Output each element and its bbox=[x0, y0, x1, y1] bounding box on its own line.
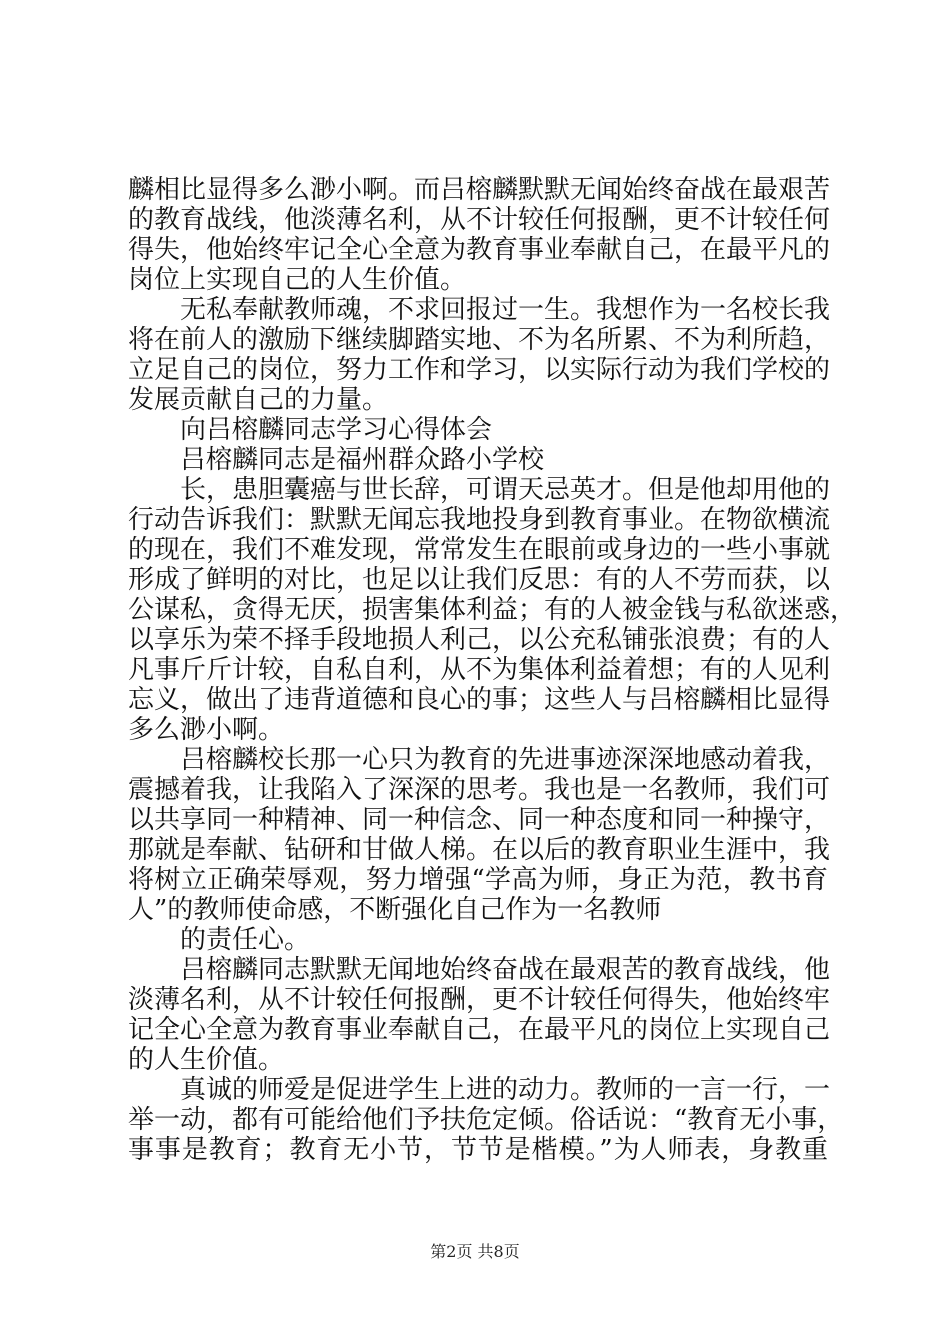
text-line: 公谋私，贪得无厌，损害集体利益；有的人被金钱与私欲迷惑， bbox=[128, 595, 857, 625]
text-line: 形成了鲜明的对比，也足以让我们反思：有的人不劳而获，以 bbox=[128, 565, 831, 595]
text-line: 凡事斤斤计较，自私自利，从不为集体利益着想；有的人见利 bbox=[128, 655, 831, 685]
text-line: 吕榕麟校长那一心只为教育的先进事迹深深地感动着我， bbox=[180, 745, 831, 775]
text-line: 立足自己的岗位，努力工作和学习，以实际行动为我们学校的 bbox=[128, 355, 831, 385]
text-line: 行动告诉我们：默默无闻忘我地投身到教育事业。在物欲横流 bbox=[128, 505, 831, 535]
text-line: 岗位上实现自己的人生价值。 bbox=[128, 265, 467, 295]
text-line: 震撼着我，让我陷入了深深的思考。我也是一名教师，我们可 bbox=[128, 775, 831, 805]
text-line: 多么渺小啊。 bbox=[128, 715, 285, 745]
text-line: 举一动，都有可能给他们予扶危定倾。俗话说：“教育无小事， bbox=[128, 1105, 844, 1135]
text-line: 记全心全意为教育事业奉献自己，在最平凡的岗位上实现自己 bbox=[128, 1015, 831, 1045]
text-line: 麟相比显得多么渺小啊。而吕榕麟默默无闻始终奋战在最艰苦 bbox=[128, 175, 831, 205]
text-line: 得失，他始终牢记全心全意为教育事业奉献自己，在最平凡的 bbox=[128, 235, 831, 265]
text-line: 将树立正确荣辱观，努力增强“学高为师，身正为范，教书育 bbox=[128, 865, 828, 895]
text-line: 忘义，做出了违背道德和良心的事；这些人与吕榕麟相比显得 bbox=[128, 685, 831, 715]
text-line: 长，患胆囊癌与世长辞，可谓天忌英才。但是他却用他的 bbox=[180, 475, 831, 505]
text-line: 吕榕麟同志是福州群众路小学校 bbox=[180, 445, 545, 475]
text-line: 发展贡献自己的力量。 bbox=[128, 385, 389, 415]
text-line: 以享乐为荣不择手段地损人利己，以公充私铺张浪费；有的人 bbox=[128, 625, 831, 655]
text-line: 的教育战线，他淡薄名利，从不计较任何报酬，更不计较任何 bbox=[128, 205, 831, 235]
page-number-footer: 第2页 共8页 bbox=[430, 1242, 520, 1261]
text-line: 的现在，我们不难发现，常常发生在眼前或身边的一些小事就 bbox=[128, 535, 831, 565]
text-line: 那就是奉献、钻研和甘做人梯。在以后的教育职业生涯中，我 bbox=[128, 835, 831, 865]
text-line: 人”的教师使命感，不断强化自己作为一名教师 bbox=[128, 895, 662, 925]
text-line: 真诚的师爱是促进学生上进的动力。教师的一言一行，一 bbox=[180, 1075, 831, 1105]
text-line: 将在前人的激励下继续脚踏实地、不为名所累、不为利所趋， bbox=[128, 325, 831, 355]
text-line: 的人生价值。 bbox=[128, 1045, 285, 1075]
text-line: 无私奉献教师魂，不求回报过一生。我想作为一名校长我 bbox=[180, 295, 831, 325]
text-line: 事事是教育；教育无小节，节节是楷模。”为人师表，身教重 bbox=[128, 1135, 828, 1165]
text-line: 以共享同一种精神、同一种信念、同一种态度和同一种操守， bbox=[128, 805, 831, 835]
document-body bbox=[128, 175, 857, 1165]
section-heading: 向吕榕麟同志学习心得体会 bbox=[180, 415, 493, 445]
text-line: 吕榕麟同志默默无闻地始终奋战在最艰苦的教育战线，他 bbox=[180, 955, 831, 985]
text-line: 淡薄名利，从不计较任何报酬，更不计较任何得失，他始终牢 bbox=[128, 985, 831, 1015]
text-line: 的责任心。 bbox=[180, 925, 311, 955]
